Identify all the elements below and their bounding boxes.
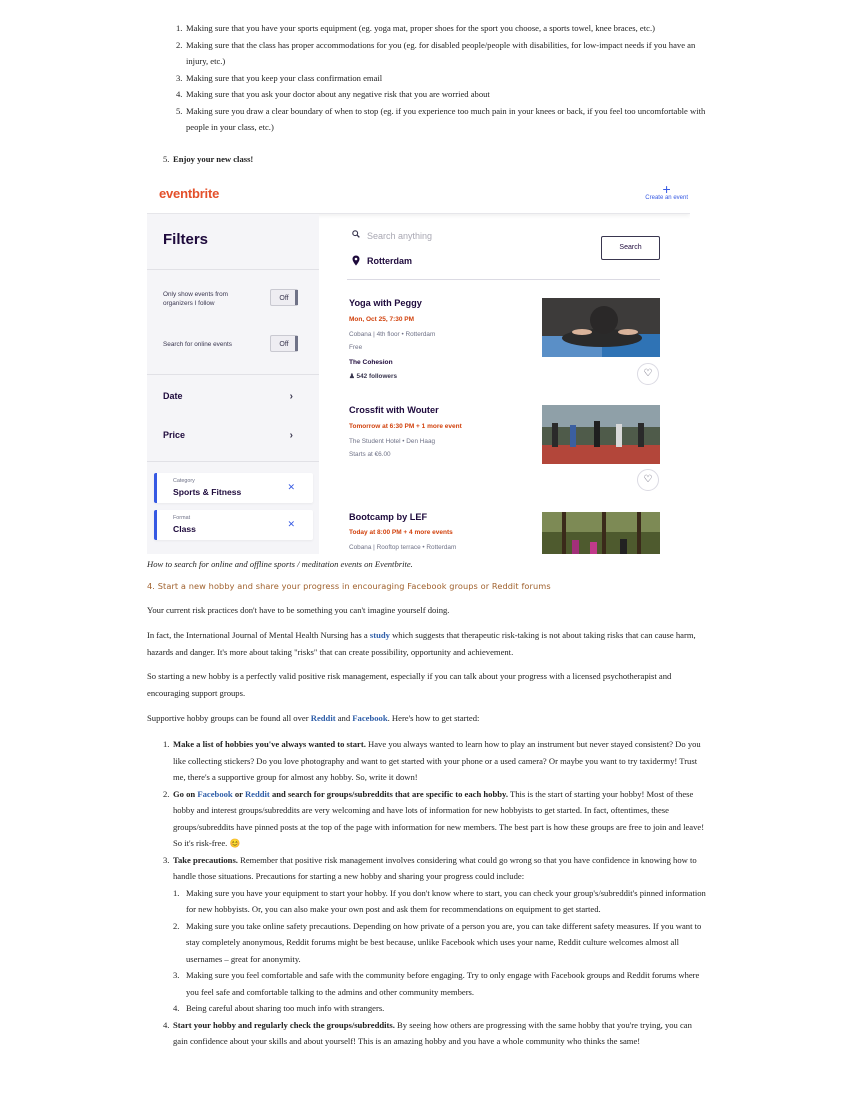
yoga-event-image[interactable] <box>542 298 660 357</box>
list-item: 2. Making sure that the class has proper accommodations for you (eg. for disabled people/people with disabilities, for low-impact needs if you have an injury, etc.) <box>176 39 696 66</box>
list-item-text: Making sure that you keep your class confirmation email <box>186 72 383 83</box>
divider <box>347 279 660 280</box>
event-date: Today at 8:00 PM + 4 more events <box>349 529 453 536</box>
filter-price[interactable]: Price › <box>163 430 293 441</box>
search-input[interactable]: Search anything <box>367 231 433 241</box>
list-item: 3. Making sure that you keep your class confirmation email <box>176 72 383 83</box>
list-item-text: Making sure that you ask your doctor about any negative risk that you are worried about <box>186 89 490 99</box>
list-item: 5. Making sure you draw a clear boundary of when to stop (eg. if you experience too much pain in your knees or back, if you feel too uncomfortable with people in your class, etc.) <box>176 105 706 132</box>
list-item: 3. Take precautions. Remember that positive risk management involves considering what could go wrong so that you have confidence in knowing how to handle those situations. Precautions for starting a new hobby and sharing your progress could include: 1. Making sure you have your equipment to start your hobby. If you don't know where to start, you can check your group's/subreddit's pinned information for new hobbyists. Or, you can also make your own post and ask them for recommendations on equipment to get started. 2. Making sure you take online safety precautions. Depending on how private of a person you are, you can take different safety measures. If you want to stay completely anonymous, Reddit forums might be best because, unlike Facebook which uses your name, Reddit culture welcomes almost all usernames – great for anonymity. 3. Making sure you feel comfortable and safe with the community before engaging. Try to only engage with Facebook groups and Reddit forums where you feel safe and comfortable talking to the admins and other community members. 4. Being careful about sharing too much info with strangers. <box>163 852 708 1017</box>
filters-panel <box>147 214 319 554</box>
list-item-text: Making sure that the class has proper accommodations for you (eg. for disabled people/people with disabilities, for low-impact needs if you have an injury, etc.) <box>186 39 696 66</box>
toggle-following[interactable]: Off <box>270 289 298 306</box>
list-item: 1. Making sure that you have your sports equipment (eg. yoga mat, proper shoes for the sport you choose, a sports towel, knee braces, etc.) <box>176 23 655 33</box>
favorite-heart-icon[interactable]: ♡ <box>637 363 659 385</box>
bootcamp-photo <box>542 512 660 554</box>
toggle-label-following: Only show events from organizers I follow <box>163 291 228 307</box>
list-item: 1. Making sure you have your equipment to start your hobby. If you don't know where to start, you can check your group's/subreddit's pinned information for new hobbyists. Or, you can also make your own post and ask them for recommendations on equipment to get started. <box>173 887 706 914</box>
create-event-button[interactable]: + Create an event <box>645 181 688 201</box>
list-item: 4. Making sure that you ask your doctor about any negative risk that you are worried about <box>176 89 490 99</box>
list-item: 2. Making sure you take online safety precautions. Depending on how private of a person you are, you can take different safety measures. If you want to stay completely anonymous, Reddit forums might be best because, unlike Facebook which uses your name, Reddit culture welcomes almost all usernames – great for anonymity. <box>173 920 702 964</box>
reddit-link[interactable]: Reddit <box>244 788 270 799</box>
study-link[interactable]: study <box>369 630 390 640</box>
crossfit-photo <box>542 405 660 464</box>
close-icon[interactable]: ✕ <box>287 482 295 492</box>
hobby-steps-list <box>163 736 708 1050</box>
event-venue: The Student Hotel • Den Haag <box>349 438 436 445</box>
list-item: 3. Making sure you feel comfortable and safe with the community before engaging. Try to only engage with Facebook groups and Reddit forums where you feel safe and comfortable talking to the admins and other community members. <box>173 970 700 997</box>
yoga-photo <box>542 298 660 357</box>
person-icon: ♟ <box>349 373 355 380</box>
event-title[interactable]: Yoga with Peggy <box>349 298 422 308</box>
precautions-list <box>176 20 706 136</box>
event-venue: Cobana | 4th floor • Rotterdam <box>349 331 436 338</box>
event-venue: Cobana | Rooftop terrace • Rotterdam <box>349 544 457 551</box>
crossfit-event-image[interactable] <box>542 405 660 464</box>
filters-title: Filters <box>163 231 209 248</box>
event-organizer[interactable]: The Cohesion <box>349 359 393 366</box>
paragraph: So starting a new hobby is a perfectly valid positive risk management, especially if you can talk about your progress with a licensed psychotherapist and encouraging support groups. <box>147 671 672 698</box>
facebook-link[interactable]: Facebook <box>352 713 388 723</box>
event-date: Tomorrow at 6:30 PM + 1 more event <box>349 423 462 430</box>
enjoy-class-item: 5. Enjoy your new class! <box>163 154 254 164</box>
paragraph: Your current risk practices don't have to be something you can't imagine yourself doing. <box>147 605 450 615</box>
list-item: 4. Being careful about sharing too much info with strangers. <box>173 1003 385 1013</box>
divider <box>147 461 319 462</box>
search-button[interactable]: Search <box>601 236 660 260</box>
search-icon <box>352 230 360 238</box>
facebook-link[interactable]: Facebook <box>197 788 233 799</box>
category-tag[interactable]: Category Sports & Fitness ✕ <box>154 473 313 503</box>
eventbrite-screenshot <box>147 177 690 554</box>
format-tag[interactable]: Format Class ✕ <box>154 510 313 540</box>
location-pin-icon <box>352 255 360 266</box>
divider <box>147 269 319 270</box>
list-item-text: Making sure that you have your sports equipment (eg. yoga mat, proper shoes for the sport you choose, a sports towel, knee braces, etc.) <box>186 23 655 33</box>
divider <box>147 374 319 375</box>
location-value[interactable]: Rotterdam <box>367 256 413 266</box>
plus-icon: + <box>662 181 671 197</box>
event-date: Mon, Oct 25, 7:30 PM <box>349 316 415 323</box>
image-caption: How to search for online and offline sports / meditation events on Eventbrite. <box>147 559 413 569</box>
eventbrite-logo: eventbrite <box>159 186 220 201</box>
section-heading: 4. Start a new hobby and share your progress in encouraging Facebook groups or Reddit forums <box>147 581 551 591</box>
list-item: 4. Start your hobby and regularly check the groups/subreddits. By seeing how others are progressing with the same hobby that you're trying, you can gain confidence about your skills and about yourself! This is an amazing hobby and you have a whole community who thinks the same! <box>163 1019 692 1046</box>
toggle-label-online: Search for online events <box>163 341 232 348</box>
chevron-right-icon: › <box>289 430 293 441</box>
event-title[interactable]: Crossfit with Wouter <box>349 405 439 415</box>
close-icon[interactable]: ✕ <box>287 519 295 529</box>
event-followers: ♟ 542 followers <box>349 373 398 380</box>
reddit-link[interactable]: Reddit <box>310 713 336 723</box>
event-price: Starts at €6.00 <box>349 451 391 458</box>
list-item: 1. Make a list of hobbies you've always wanted to start. Have you always wanted to learn how to play an instrument but never stayed consistent? Do you like collecting stickers? Do you love photography and want to get started with your phone or a used camera? Or maybe you want to try taxidermy! Trust me, there's a supportive group for almost any hobby. So, write it down! <box>163 739 701 782</box>
chevron-right-icon: › <box>289 391 293 402</box>
favorite-heart-icon[interactable]: ♡ <box>637 469 659 491</box>
enjoy-class-text: Enjoy your new class! <box>173 154 254 164</box>
eventbrite-header <box>147 177 690 214</box>
list-item-text: Making sure you draw a clear boundary of when to stop (eg. if you experience too much pain in your knees or back, if you feel too uncomfortable with people in your class, etc.) <box>186 105 706 132</box>
paragraph: In fact, the International Journal of Mental Health Nursing has a study which suggests that therapeutic risk-taking is not about taking risks that can cause harm, hazards and danger. It's more about taking "risks" that can create possibility, opportunity and achievement. <box>147 630 696 657</box>
filter-date[interactable]: Date › <box>163 391 293 402</box>
bootcamp-event-image[interactable] <box>542 512 660 554</box>
event-price: Free <box>349 344 363 351</box>
list-item: 2. Go on Facebook or Reddit and search for groups/subreddits that are specific to each hobby. This is the start of starting your hobby! Most of these hobby and interest groups/subreddits are very welcoming and have lots of information for new hobbyists to get started. In fact, oftentimes, these groups/subreddits have pinned posts at the top of the page with information for new members. The best part is how these groups are free to join and leave! So it's risk-free. 😊 <box>163 788 705 848</box>
paragraph: Supportive hobby groups can be found all over Reddit and Facebook. Here's how to get started: <box>147 713 480 723</box>
precautions-sublist <box>173 885 708 1017</box>
event-title[interactable]: Bootcamp by LEF <box>349 512 428 522</box>
toggle-online[interactable]: Off <box>270 335 298 352</box>
